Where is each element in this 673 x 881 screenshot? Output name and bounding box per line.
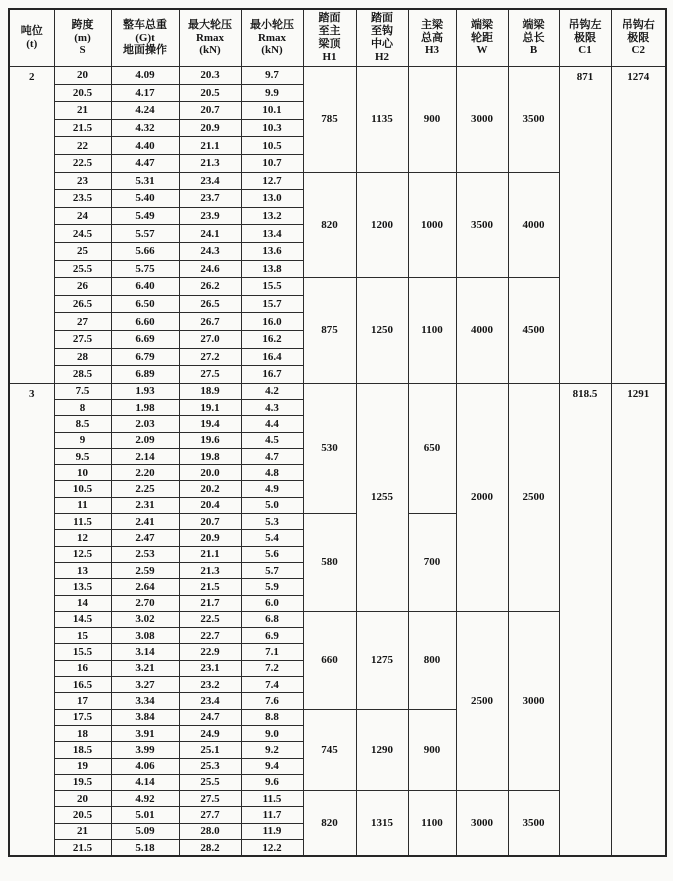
cell-b: 3500 [508, 791, 559, 857]
header-line: 极限 [627, 31, 650, 44]
cell-rmin: 9.4 [241, 758, 303, 774]
cell-rmax: 21.1 [179, 137, 241, 155]
cell-rmin: 12.7 [241, 172, 303, 190]
cell-rmax: 26.2 [179, 278, 241, 296]
cell-weight: 3.99 [111, 742, 179, 758]
cell-rmin: 6.8 [241, 611, 303, 627]
cell-span: 12 [54, 530, 111, 546]
col-header-h1 [303, 9, 356, 67]
col-header-tonnage [9, 9, 54, 67]
cell-rmax: 20.0 [179, 465, 241, 481]
cell-rmax: 21.5 [179, 579, 241, 595]
cell-weight: 2.25 [111, 481, 179, 497]
cell-span: 9 [54, 432, 111, 448]
cell-rmax: 20.9 [179, 119, 241, 137]
table-row [9, 67, 666, 85]
cell-span: 14 [54, 595, 111, 611]
cell-rmax: 24.9 [179, 725, 241, 741]
cell-weight: 2.31 [111, 497, 179, 513]
cell-h3: 1000 [408, 172, 456, 278]
cell-rmin: 4.4 [241, 416, 303, 432]
cell-rmax: 20.5 [179, 84, 241, 102]
header-line: 吨位 [20, 25, 43, 38]
cell-weight: 2.09 [111, 432, 179, 448]
cell-rmin: 8.8 [241, 709, 303, 725]
cell-rmin: 9.0 [241, 725, 303, 741]
cell-rmax: 20.4 [179, 497, 241, 513]
header-line: H2 [374, 50, 390, 63]
cell-span: 18.5 [54, 742, 111, 758]
cell-span: 20 [54, 791, 111, 807]
cell-rmax: 24.7 [179, 709, 241, 725]
header-line: 最大轮压 [188, 18, 232, 31]
header-line: 踏面 [371, 12, 393, 25]
cell-h3: 900 [408, 709, 456, 790]
cell-rmin: 13.2 [241, 207, 303, 225]
cell-b: 2500 [508, 383, 559, 611]
cell-rmin: 10.7 [241, 154, 303, 172]
cell-weight: 2.14 [111, 448, 179, 464]
cell-weight: 1.93 [111, 383, 179, 399]
header-line: 轮距 [471, 31, 493, 44]
cell-rmax: 24.3 [179, 242, 241, 260]
header-line: H3 [424, 44, 440, 57]
cell-rmin: 13.6 [241, 242, 303, 260]
cell-h2: 1315 [356, 791, 408, 857]
cell-rmax: 20.9 [179, 530, 241, 546]
cell-span: 9.5 [54, 448, 111, 464]
header-line: 最小轮压 [250, 18, 294, 31]
cell-rmax: 27.2 [179, 348, 241, 366]
cell-span: 20.5 [54, 807, 111, 823]
col-header-rmax [179, 9, 241, 67]
cell-rmax: 23.7 [179, 190, 241, 208]
cell-weight: 2.64 [111, 579, 179, 595]
col-header-c2 [611, 9, 666, 67]
cell-rmax: 20.3 [179, 67, 241, 85]
table-header-row [9, 9, 666, 67]
cell-rmin: 4.8 [241, 465, 303, 481]
cell-span: 20.5 [54, 84, 111, 102]
cell-span: 12.5 [54, 546, 111, 562]
cell-rmin: 9.2 [241, 742, 303, 758]
cell-rmax: 21.3 [179, 154, 241, 172]
cell-span: 20 [54, 67, 111, 85]
cell-span: 10 [54, 465, 111, 481]
cell-w: 3000 [456, 791, 508, 857]
header-line: 主梁 [421, 18, 443, 31]
cell-span: 16.5 [54, 677, 111, 693]
cell-rmin: 5.7 [241, 562, 303, 578]
cell-weight: 5.40 [111, 190, 179, 208]
cell-rmin: 5.3 [241, 514, 303, 530]
cell-span: 16 [54, 660, 111, 676]
cell-h2: 1135 [356, 67, 408, 173]
cell-weight: 3.84 [111, 709, 179, 725]
header-line: 整车总重 [123, 18, 167, 31]
cell-rmin: 16.7 [241, 366, 303, 384]
cell-w: 3000 [456, 67, 508, 173]
cell-rmin: 5.0 [241, 497, 303, 513]
cell-span: 13 [54, 562, 111, 578]
cell-c1: 818.5 [559, 383, 611, 856]
cell-h1: 660 [303, 611, 356, 709]
cell-w: 2000 [456, 383, 508, 611]
cell-rmin: 7.1 [241, 644, 303, 660]
cell-weight: 2.20 [111, 465, 179, 481]
cell-h3: 1100 [408, 791, 456, 857]
cell-h1: 820 [303, 791, 356, 857]
cell-rmax: 21.7 [179, 595, 241, 611]
cell-span: 28 [54, 348, 111, 366]
cell-span: 26 [54, 278, 111, 296]
cell-span: 10.5 [54, 481, 111, 497]
cell-rmin: 7.4 [241, 677, 303, 693]
cell-weight: 2.03 [111, 416, 179, 432]
cell-rmax: 28.2 [179, 840, 241, 857]
cell-span: 27 [54, 313, 111, 331]
header-line: (kN) [199, 44, 221, 57]
cell-h1: 820 [303, 172, 356, 278]
cell-span: 19.5 [54, 774, 111, 790]
cell-rmin: 5.6 [241, 546, 303, 562]
cell-rmin: 9.9 [241, 84, 303, 102]
cell-weight: 5.09 [111, 823, 179, 839]
cell-h2: 1250 [356, 278, 408, 384]
cell-span: 23.5 [54, 190, 111, 208]
cell-rmin: 7.2 [241, 660, 303, 676]
cell-span: 18 [54, 725, 111, 741]
cell-span: 27.5 [54, 330, 111, 348]
header-line: 梁顶 [318, 38, 341, 50]
cell-span: 15 [54, 628, 111, 644]
cell-rmax: 21.3 [179, 562, 241, 578]
cell-span: 21.5 [54, 840, 111, 857]
cell-weight: 5.57 [111, 225, 179, 243]
cell-rmin: 9.7 [241, 67, 303, 85]
cell-weight: 3.91 [111, 725, 179, 741]
header-row [9, 9, 666, 67]
cell-weight: 2.53 [111, 546, 179, 562]
cell-rmax: 28.0 [179, 823, 241, 839]
header-line: 端梁 [522, 18, 545, 31]
cell-span: 14.5 [54, 611, 111, 627]
header-line: 地面操作 [123, 44, 167, 57]
header-line: 总高 [421, 31, 443, 44]
cell-rmin: 13.4 [241, 225, 303, 243]
cell-span: 21 [54, 823, 111, 839]
cell-rmin: 5.9 [241, 579, 303, 595]
cell-h2: 1275 [356, 611, 408, 709]
cell-weight: 5.75 [111, 260, 179, 278]
cell-rmax: 24.1 [179, 225, 241, 243]
cell-span: 15.5 [54, 644, 111, 660]
cell-weight: 5.66 [111, 242, 179, 260]
cell-c2: 1274 [611, 67, 666, 384]
cell-span: 17 [54, 693, 111, 709]
cell-weight: 4.14 [111, 774, 179, 790]
cell-rmax: 22.5 [179, 611, 241, 627]
cell-weight: 6.40 [111, 278, 179, 296]
cell-rmax: 25.1 [179, 742, 241, 758]
cell-rmin: 4.9 [241, 481, 303, 497]
cell-rmin: 6.0 [241, 595, 303, 611]
cell-h3: 700 [408, 514, 456, 612]
cell-b: 3000 [508, 611, 559, 790]
cell-span: 25 [54, 242, 111, 260]
cell-rmax: 20.7 [179, 102, 241, 120]
cell-rmin: 7.6 [241, 693, 303, 709]
header-line: 吊钩右 [621, 18, 655, 31]
cell-weight: 6.69 [111, 330, 179, 348]
cell-span: 11 [54, 497, 111, 513]
header-line: 至钩 [371, 25, 393, 38]
cell-span: 19 [54, 758, 111, 774]
cell-rmin: 10.1 [241, 102, 303, 120]
cell-span: 7.5 [54, 383, 111, 399]
cell-b: 3500 [508, 67, 559, 173]
cell-h1: 785 [303, 67, 356, 173]
cell-weight: 3.27 [111, 677, 179, 693]
header-line: H1 [322, 50, 337, 63]
cell-rmin: 16.4 [241, 348, 303, 366]
cell-rmax: 21.1 [179, 546, 241, 562]
cell-rmin: 13.0 [241, 190, 303, 208]
col-header-w [456, 9, 508, 67]
cell-rmax: 23.4 [179, 693, 241, 709]
cell-rmax: 27.5 [179, 791, 241, 807]
header-line: 极限 [574, 31, 596, 44]
cell-rmin: 11.5 [241, 791, 303, 807]
crane-spec-table [8, 8, 667, 857]
cell-span: 26.5 [54, 295, 111, 313]
cell-rmax: 18.9 [179, 383, 241, 399]
cell-rmax: 27.5 [179, 366, 241, 384]
cell-span: 8 [54, 399, 111, 415]
cell-h1: 745 [303, 709, 356, 790]
cell-span: 21 [54, 102, 111, 120]
cell-h1: 580 [303, 514, 356, 612]
header-line: 端梁 [471, 18, 493, 31]
cell-span: 21.5 [54, 119, 111, 137]
header-line: (G)t [135, 31, 155, 44]
cell-rmin: 15.7 [241, 295, 303, 313]
cell-rmax: 27.0 [179, 330, 241, 348]
cell-rmin: 10.5 [241, 137, 303, 155]
header-line: Rmax [195, 31, 225, 44]
cell-span: 23 [54, 172, 111, 190]
header-line: 跨度 [71, 18, 94, 31]
cell-span: 22.5 [54, 154, 111, 172]
cell-rmax: 20.7 [179, 514, 241, 530]
cell-rmax: 19.1 [179, 399, 241, 415]
cell-weight: 5.49 [111, 207, 179, 225]
cell-rmin: 4.2 [241, 383, 303, 399]
cell-rmin: 16.2 [241, 330, 303, 348]
cell-rmin: 11.9 [241, 823, 303, 839]
cell-rmax: 23.4 [179, 172, 241, 190]
cell-weight: 3.34 [111, 693, 179, 709]
cell-weight: 4.40 [111, 137, 179, 155]
cell-span: 8.5 [54, 416, 111, 432]
cell-rmax: 22.9 [179, 644, 241, 660]
cell-rmin: 6.9 [241, 628, 303, 644]
cell-rmin: 10.3 [241, 119, 303, 137]
cell-weight: 4.09 [111, 67, 179, 85]
cell-rmin: 11.7 [241, 807, 303, 823]
cell-b: 4000 [508, 172, 559, 278]
header-line: (kN) [261, 44, 283, 57]
cell-rmax: 22.7 [179, 628, 241, 644]
cell-tonnage: 3 [9, 383, 54, 856]
cell-weight: 2.59 [111, 562, 179, 578]
header-line: C2 [631, 44, 645, 57]
cell-weight: 3.02 [111, 611, 179, 627]
cell-weight: 6.89 [111, 366, 179, 384]
cell-rmax: 26.7 [179, 313, 241, 331]
header-line: 中心 [371, 38, 393, 50]
header-line: W [476, 44, 488, 57]
table-body [9, 67, 666, 857]
col-header-h3 [408, 9, 456, 67]
header-line: (m) [74, 31, 91, 44]
cell-h2: 1200 [356, 172, 408, 278]
cell-rmax: 19.6 [179, 432, 241, 448]
cell-rmax: 25.5 [179, 774, 241, 790]
cell-rmin: 12.2 [241, 840, 303, 857]
cell-rmin: 4.5 [241, 432, 303, 448]
cell-rmin: 4.3 [241, 399, 303, 415]
table-row [9, 383, 666, 399]
cell-h3: 650 [408, 383, 456, 513]
header-line: 总长 [522, 31, 545, 44]
header-line: 吊钩左 [568, 18, 602, 31]
header-line: (t) [26, 38, 38, 50]
cell-span: 22 [54, 137, 111, 155]
cell-weight: 4.24 [111, 102, 179, 120]
cell-b: 4500 [508, 278, 559, 384]
cell-weight: 6.50 [111, 295, 179, 313]
cell-rmax: 26.5 [179, 295, 241, 313]
col-header-weight [111, 9, 179, 67]
cell-rmax: 25.3 [179, 758, 241, 774]
cell-w: 2500 [456, 611, 508, 790]
cell-span: 24 [54, 207, 111, 225]
cell-weight: 4.32 [111, 119, 179, 137]
cell-h2: 1255 [356, 383, 408, 611]
cell-weight: 6.60 [111, 313, 179, 331]
cell-weight: 6.79 [111, 348, 179, 366]
cell-rmin: 4.7 [241, 448, 303, 464]
cell-rmax: 24.6 [179, 260, 241, 278]
cell-rmin: 9.6 [241, 774, 303, 790]
cell-h1: 530 [303, 383, 356, 513]
header-line: Rmax [257, 31, 287, 44]
cell-tonnage: 2 [9, 67, 54, 384]
cell-weight: 3.14 [111, 644, 179, 660]
cell-h3: 800 [408, 611, 456, 709]
cell-weight: 5.01 [111, 807, 179, 823]
cell-h2: 1290 [356, 709, 408, 790]
header-line: C1 [578, 44, 592, 57]
cell-weight: 4.17 [111, 84, 179, 102]
cell-rmax: 23.1 [179, 660, 241, 676]
cell-weight: 3.21 [111, 660, 179, 676]
col-header-h2 [356, 9, 408, 67]
cell-rmax: 19.8 [179, 448, 241, 464]
cell-span: 28.5 [54, 366, 111, 384]
cell-weight: 4.47 [111, 154, 179, 172]
col-header-rmin [241, 9, 303, 67]
header-line: S [79, 44, 86, 57]
cell-weight: 1.98 [111, 399, 179, 415]
cell-weight: 5.31 [111, 172, 179, 190]
cell-weight: 4.92 [111, 791, 179, 807]
cell-weight: 2.70 [111, 595, 179, 611]
cell-rmax: 20.2 [179, 481, 241, 497]
cell-span: 13.5 [54, 579, 111, 595]
col-header-span [54, 9, 111, 67]
cell-c1: 871 [559, 67, 611, 384]
col-header-b [508, 9, 559, 67]
cell-weight: 5.18 [111, 840, 179, 857]
cell-h3: 900 [408, 67, 456, 173]
cell-span: 17.5 [54, 709, 111, 725]
cell-rmin: 13.8 [241, 260, 303, 278]
cell-rmax: 23.2 [179, 677, 241, 693]
cell-w: 3500 [456, 172, 508, 278]
header-line: 踏面 [318, 12, 341, 25]
cell-span: 11.5 [54, 514, 111, 530]
cell-c2: 1291 [611, 383, 666, 856]
cell-span: 25.5 [54, 260, 111, 278]
header-line: B [529, 44, 538, 57]
cell-span: 24.5 [54, 225, 111, 243]
cell-weight: 4.06 [111, 758, 179, 774]
col-header-c1 [559, 9, 611, 67]
cell-weight: 3.08 [111, 628, 179, 644]
cell-h3: 1100 [408, 278, 456, 384]
cell-rmin: 5.4 [241, 530, 303, 546]
cell-rmin: 15.5 [241, 278, 303, 296]
cell-rmin: 16.0 [241, 313, 303, 331]
cell-h1: 875 [303, 278, 356, 384]
cell-rmax: 19.4 [179, 416, 241, 432]
cell-weight: 2.47 [111, 530, 179, 546]
cell-rmax: 27.7 [179, 807, 241, 823]
cell-w: 4000 [456, 278, 508, 384]
cell-weight: 2.41 [111, 514, 179, 530]
cell-rmax: 23.9 [179, 207, 241, 225]
header-line: 至主 [318, 25, 341, 38]
